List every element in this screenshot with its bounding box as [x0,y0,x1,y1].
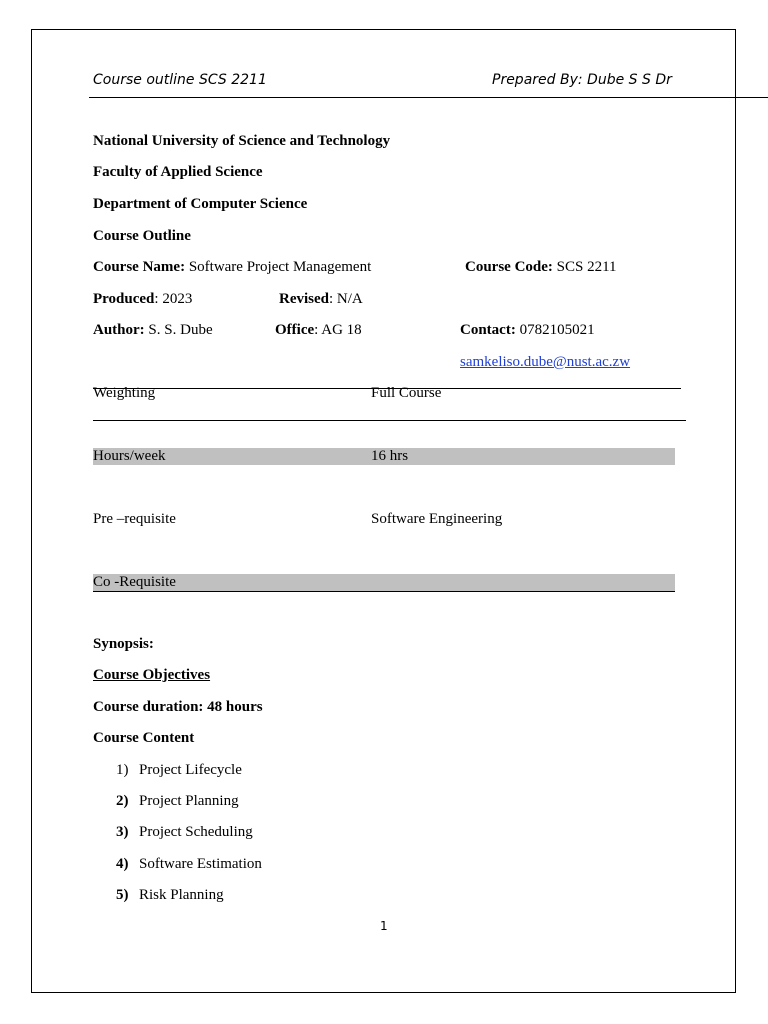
contact-line [460,322,595,339]
office-value: : AG 18 [314,322,362,338]
list-item-number: 3) [116,824,129,840]
table-row-label: Pre –requisite [93,511,176,527]
list-item [116,824,129,841]
list-item [116,887,129,904]
course-code-label: Course Code: [465,259,553,275]
table-row-value: Full Course [371,385,442,401]
course-name-value: Software Project Management [185,259,372,275]
course-code-value: SCS 2211 [552,259,617,275]
header-rule [89,97,768,98]
faculty-name: Faculty of Applied Science [93,164,263,180]
produced-line [93,291,192,308]
objectives-heading: Course Objectives [93,667,211,683]
department-name: Department of Computer Science [93,196,308,212]
list-item-text: Risk Planning [139,887,224,903]
contact-value: 0782105021 [515,322,595,338]
page-number: 1 [380,919,388,933]
synopsis-heading: Synopsis: [93,636,154,652]
table-row-label: Weighting [93,385,156,401]
university-name: National University of Science and Technology [93,133,391,149]
table-row-label: Hours/week [93,448,166,464]
list-item [116,762,129,779]
table-row-value: 16 hrs [371,448,409,464]
list-item [116,856,129,873]
list-item-text: Project Lifecycle [139,762,242,778]
author-line [93,322,213,339]
author-value: S. S. Dube [144,322,213,338]
content-heading: Course Content [93,730,195,746]
produced-value: : 2023 [154,291,193,307]
table-bottom-rule [93,591,675,592]
author-label: Author: [93,322,145,338]
course-name-line [93,259,371,276]
revised-line [279,291,363,308]
list-item-text: Software Estimation [139,856,262,872]
office-label: Office [275,322,315,338]
contact-label: Contact: [460,322,516,338]
email-link[interactable]: samkeliso.dube@nust.ac.zw [460,354,631,370]
course-name-label: Course Name: [93,259,186,275]
table-row-rule [93,420,686,421]
office-line [275,322,362,339]
list-item-number: 2) [116,793,129,809]
list-item-text: Project Planning [139,793,239,809]
produced-label: Produced [93,291,155,307]
header-right: Prepared By: Dube S S Dr [492,72,672,88]
list-item-number: 1) [116,762,129,778]
list-item-number: 5) [116,887,129,903]
header-left: Course outline SCS 2211 [93,72,267,88]
table-row-value: Software Engineering [371,511,503,527]
revised-label: Revised [279,291,329,307]
table-row-shading [93,574,675,591]
list-item [116,793,129,810]
list-item-text: Project Scheduling [139,824,253,840]
duration-heading: Course duration: 48 hours [93,699,263,715]
revised-value: : N/A [329,291,363,307]
course-code-line [465,259,617,276]
list-item-number: 4) [116,856,129,872]
table-row-label: Co -Requisite [93,574,176,590]
document-title: Course Outline [93,228,191,244]
